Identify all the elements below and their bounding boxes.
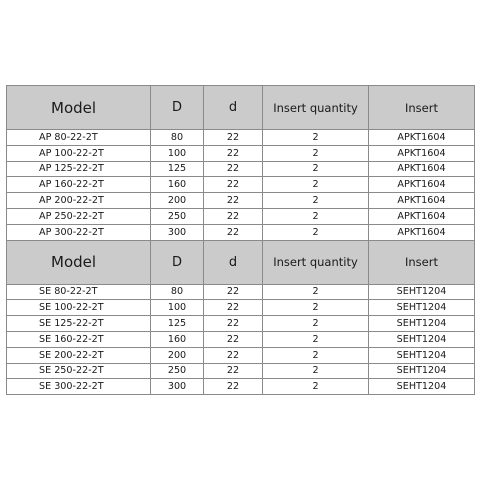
header-insert-quantity: Insert quantity [263,86,369,130]
cell-d: 22 [204,300,263,316]
cell-insert: SEHT1204 [369,379,475,395]
table-row [7,208,475,224]
cell-d: 22 [204,224,263,240]
cell-insert: APKT1604 [369,208,475,224]
cell-insert: SEHT1204 [369,316,475,332]
cell-D: 100 [151,300,204,316]
cell-model: SE 125-22-2T [7,316,151,332]
cell-D: 100 [151,145,204,161]
table-row [7,145,475,161]
spec-table-body [7,86,475,395]
cell-D: 160 [151,177,204,193]
header-D: D [151,240,204,284]
cell-model: SE 200-22-2T [7,347,151,363]
cell-model: SE 80-22-2T [7,284,151,300]
cell-model: AP 160-22-2T [7,177,151,193]
cell-model: AP 100-22-2T [7,145,151,161]
cell-insert-quantity: 2 [263,347,369,363]
cell-d: 22 [204,363,263,379]
cell-D: 125 [151,161,204,177]
header-insert: Insert [369,86,475,130]
cell-model: AP 125-22-2T [7,161,151,177]
header-insert-quantity: Insert quantity [263,240,369,284]
cell-insert-quantity: 2 [263,208,369,224]
cell-model: AP 250-22-2T [7,208,151,224]
cell-d: 22 [204,347,263,363]
header-row [7,240,475,284]
cell-insert: APKT1604 [369,145,475,161]
header-model: Model [7,86,151,130]
cell-d: 22 [204,208,263,224]
cell-model: SE 160-22-2T [7,331,151,347]
cell-D: 250 [151,208,204,224]
cell-insert: SEHT1204 [369,300,475,316]
header-model: Model [7,240,151,284]
cell-insert: SEHT1204 [369,363,475,379]
header-d: d [204,240,263,284]
table-row [7,193,475,209]
cell-insert: APKT1604 [369,193,475,209]
cell-insert: APKT1604 [369,224,475,240]
table-row [7,316,475,332]
cell-model: AP 80-22-2T [7,130,151,146]
cell-d: 22 [204,316,263,332]
cell-insert-quantity: 2 [263,300,369,316]
header-row [7,86,475,130]
header-D: D [151,86,204,130]
cell-d: 22 [204,130,263,146]
cell-d: 22 [204,284,263,300]
cell-insert-quantity: 2 [263,379,369,395]
cell-model: AP 200-22-2T [7,193,151,209]
cell-d: 22 [204,193,263,209]
table-row [7,177,475,193]
cell-insert-quantity: 2 [263,161,369,177]
table-row [7,331,475,347]
cell-model: SE 300-22-2T [7,379,151,395]
cell-insert-quantity: 2 [263,363,369,379]
cell-d: 22 [204,177,263,193]
cell-insert: APKT1604 [369,130,475,146]
spec-table [6,85,475,395]
cell-insert-quantity: 2 [263,145,369,161]
cell-D: 200 [151,347,204,363]
cell-insert-quantity: 2 [263,177,369,193]
table-row [7,379,475,395]
table-row [7,363,475,379]
cell-insert-quantity: 2 [263,284,369,300]
cell-insert-quantity: 2 [263,193,369,209]
table-row [7,300,475,316]
table-row [7,284,475,300]
cell-model: SE 250-22-2T [7,363,151,379]
cell-model: SE 100-22-2T [7,300,151,316]
cell-insert-quantity: 2 [263,130,369,146]
table-row [7,161,475,177]
cell-insert-quantity: 2 [263,224,369,240]
cell-D: 250 [151,363,204,379]
cell-D: 80 [151,284,204,300]
cell-insert-quantity: 2 [263,331,369,347]
cell-d: 22 [204,145,263,161]
table-row [7,347,475,363]
cell-d: 22 [204,379,263,395]
cell-D: 200 [151,193,204,209]
cell-insert-quantity: 2 [263,316,369,332]
table-row [7,224,475,240]
cell-insert: APKT1604 [369,161,475,177]
cell-D: 300 [151,379,204,395]
cell-insert: SEHT1204 [369,331,475,347]
cell-D: 80 [151,130,204,146]
cell-D: 160 [151,331,204,347]
cell-insert: SEHT1204 [369,347,475,363]
cell-insert: APKT1604 [369,177,475,193]
cell-model: AP 300-22-2T [7,224,151,240]
cell-d: 22 [204,161,263,177]
cell-d: 22 [204,331,263,347]
cell-insert: SEHT1204 [369,284,475,300]
header-d: d [204,86,263,130]
cell-D: 300 [151,224,204,240]
header-insert: Insert [369,240,475,284]
cell-D: 125 [151,316,204,332]
table-row [7,130,475,146]
